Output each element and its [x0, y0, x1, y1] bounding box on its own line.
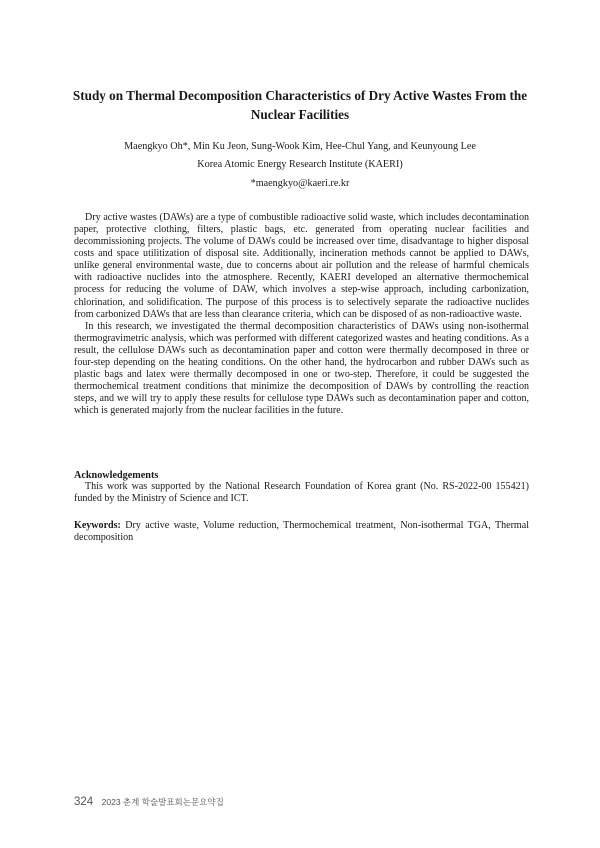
acknowledgements-text: This work was supported by the National Research Foundation of Korea grant (No. RS-2022-00 155421) funded by the Ministry of Science and ICT. — [74, 481, 529, 505]
acknowledgements-heading: Acknowledgements — [74, 470, 159, 481]
proceedings-title: 2023 춘계 학술발표회논문요약집 — [101, 797, 224, 807]
author-list: Maengkyo Oh*, Min Ku Jeon, Sung-Wook Kim, Hee-Chul Yang, and Keunyoung Lee — [124, 141, 476, 152]
keywords-label: Keywords: — [74, 520, 121, 531]
affiliation: Korea Atomic Energy Research Institute (KAERI) — [197, 159, 403, 170]
page-footer — [74, 792, 224, 810]
paper-title: Study on Thermal Decomposition Characteristics of Dry Active Wastes From the Nuclear Facilities — [72, 88, 528, 122]
abstract-paragraph-1: Dry active wastes (DAWs) are a type of combustible radioactive solid waste, which includes decontamination paper, protective clothing, filters, plastic bags, etc. generated from operating nuclear facilities and decommissioning projects. The volume of DAWs could be increased over time, disadvantage to higher disposal costs and space utilitization of disposal site. Additionally, incineration methods cannot be applied to DAWs, unlike general environmental waste, due to concerns about air pollution and the release of harmful chemicals with radioactive nuclides into the atmosphere. Recently, KAERI developed an alternative thermochemical process for reducing the volume of DAW, which involves a step-wise approach, including carbonization, chlorination, and solidification. The purpose of this process is to selectively separate the radioactive nuclides from carbonized DAWs that are less than clearance criteria, which can be disposed of as non-radioactive waste. — [74, 212, 529, 320]
keywords — [74, 520, 529, 544]
keywords-text: Dry active waste, Volume reduction, Thermochemical treatment, Non-isothermal TGA, Thermal decomposition — [74, 520, 529, 544]
corresponding-email: *maengkyo@kaeri.re.kr — [250, 178, 350, 189]
abstract — [74, 212, 529, 417]
page-number: 324 — [74, 796, 94, 808]
abstract-paragraph-2: In this research, we investigated the thermal decomposition characteristics of DAWs using non-isothermal thermogravimetric analysis, which was performed with different categorized wastes and heating conditions. As a result, the cellulose DAWs such as decontamination paper and cotton were thermally decomposed in three or four-step depending on the heating conditions. On the other hand, the hydrocarbon and rubber DAWs such as plastic bags and latex were thermally decomposed in one or two-step. Therefore, it could be suggested the thermochemical treatment conditions that minimize the decomposition of DAWs by controlling the reaction steps, and we will try to apply these results for cellulose type DAWs such as decontamination paper and cotton, which is generated majorly from the nuclear facilities in the future. — [74, 320, 529, 417]
